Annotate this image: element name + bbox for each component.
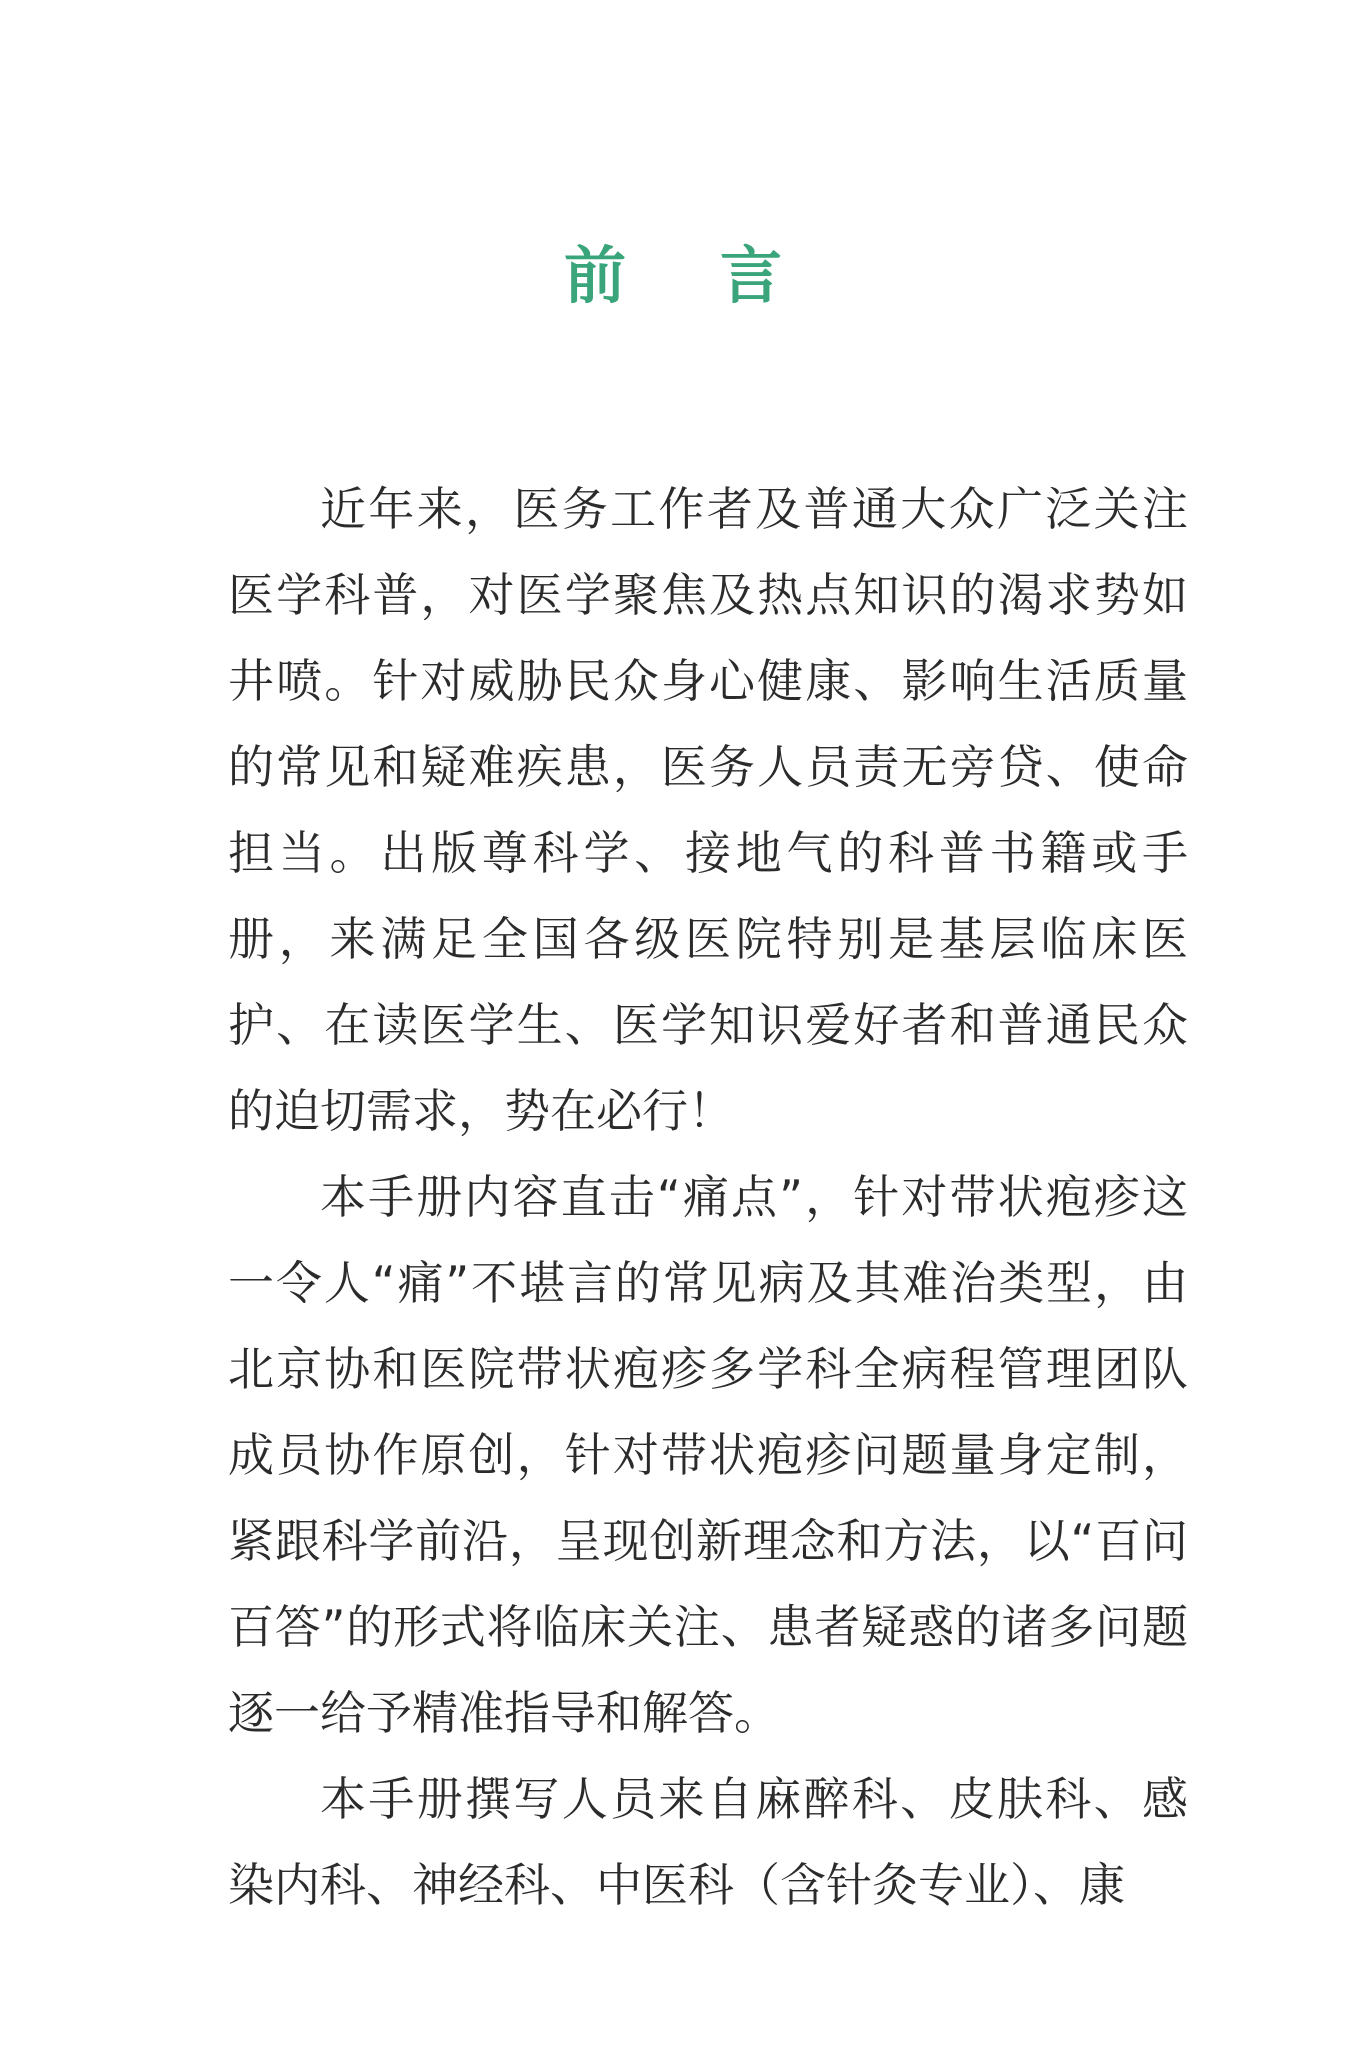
paragraph-2: 本手册内容直击“痛点”，针对带状疱疹这一令人“痛”不堪言的常见病及其难治类型，由北京协和医院带状疱疹多学科全病程管理团队成员协作原创，针对带状疱疹问题量身定制，紧跟科学前沿，呈现创新理念和方法，以“百问百答”的形式将临床关注、患者疑惑的诸多问题逐一给予精准指导和解答。 — [228, 1170, 1188, 1740]
paragraph-3: 本手册撰写人员来自麻醉科、皮肤科、感染内科、神经科、中医科（含针灸专业）、康 — [228, 1772, 1188, 1912]
title-char-2: 言 — [720, 239, 783, 312]
preface-body — [228, 466, 1188, 1928]
title-char-1: 前 — [563, 239, 626, 312]
paragraph-1: 近年来，医务工作者及普通大众广泛关注医学科普，对医学聚焦及热点知识的渴求势如井喷。针对威胁民众身心健康、影响生活质量的常见和疑难疾患，医务人员责无旁贷、使命担当。出版尊科学、接地气的科普书籍或手册，来满足全国各级医院特别是基层临床医护、在读医学生、医学知识爱好者和普通民众的迫切需求，势在必行！ — [228, 482, 1188, 1138]
page-title — [0, 239, 1346, 312]
